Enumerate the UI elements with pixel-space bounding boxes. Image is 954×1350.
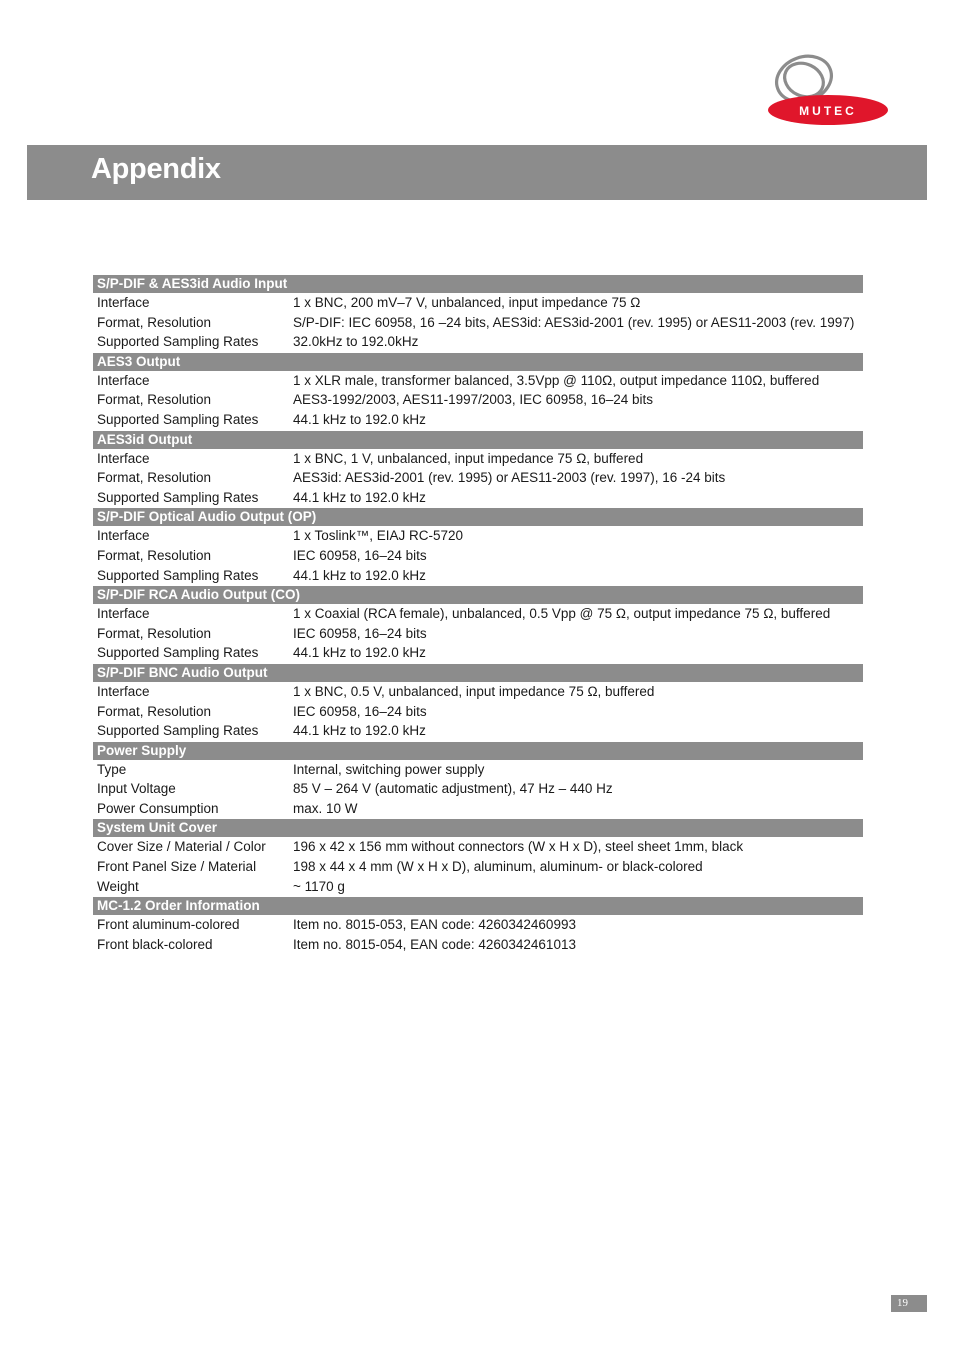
spec-value: 44.1 kHz to 192.0 kHz (293, 411, 426, 427)
spec-value: 44.1 kHz to 192.0 kHz (293, 567, 426, 583)
spec-row (93, 604, 863, 624)
spec-label: Cover Size / Material / Color (97, 839, 266, 855)
spec-label: Type (97, 761, 127, 777)
spec-value: IEC 60958, 16–24 bits (293, 703, 427, 719)
page-number: 19 (891, 1295, 927, 1312)
spec-row (93, 935, 863, 955)
spec-value: 1 x Coaxial (RCA female), unbalanced, 0.5 Vpp @ 75 Ω, output impedance 75 Ω, buffered (293, 606, 831, 622)
spec-row (93, 293, 863, 313)
spec-row (93, 371, 863, 391)
spec-row (93, 546, 863, 566)
spec-row (93, 332, 863, 352)
spec-label: Interface (97, 372, 150, 388)
spec-value: 198 x 44 x 4 mm (W x H x D), aluminum, aluminum- or black-colored (293, 859, 703, 875)
spec-row (93, 857, 863, 877)
spec-label: Weight (97, 878, 139, 894)
spec-value: 85 V – 264 V (automatic adjustment), 47 Hz – 440 Hz (293, 781, 613, 797)
spec-label: Interface (97, 528, 150, 544)
spec-value: 32.0kHz to 192.0kHz (293, 334, 419, 350)
spec-value: 1 x Toslink™, EIAJ RC-5720 (293, 528, 464, 544)
spec-value: 44.1 kHz to 192.0 kHz (293, 645, 426, 661)
spec-row (93, 566, 863, 586)
title-banner (27, 145, 927, 200)
section-header: S/P-DIF RCA Audio Output (CO) (93, 586, 863, 604)
spec-value: 1 x BNC, 0.5 V, unbalanced, input impedance 75 Ω, buffered (293, 683, 655, 699)
mutec-logo (766, 52, 890, 128)
spec-value: IEC 60958, 16–24 bits (293, 625, 427, 641)
spec-row (93, 468, 863, 488)
section-header: System Unit Cover (93, 819, 863, 837)
spec-value: max. 10 W (293, 800, 358, 816)
spec-label: Front black-colored (97, 936, 213, 952)
spec-label: Format, Resolution (97, 392, 212, 408)
spec-row (93, 702, 863, 722)
spec-label: Interface (97, 683, 150, 699)
spec-label: Power Consumption (97, 800, 219, 816)
spec-value: 44.1 kHz to 192.0 kHz (293, 489, 426, 505)
spec-label: Format, Resolution (97, 547, 212, 563)
spec-label: Front Panel Size / Material (97, 859, 257, 875)
logo-text: MUTEC (799, 104, 857, 118)
spec-label: Supported Sampling Rates (97, 334, 259, 350)
spec-row (93, 779, 863, 799)
section-header: Power Supply (93, 742, 863, 760)
spec-label: Supported Sampling Rates (97, 489, 259, 505)
page-title: Appendix (91, 153, 221, 185)
spec-label: Interface (97, 295, 150, 310)
spec-label: Format, Resolution (97, 703, 212, 719)
spec-label: Interface (97, 450, 150, 466)
spec-label: Supported Sampling Rates (97, 411, 259, 427)
spec-value: IEC 60958, 16–24 bits (293, 547, 427, 563)
spec-row (93, 526, 863, 546)
spec-row (93, 682, 863, 702)
spec-value: 196 x 42 x 156 mm without connectors (W x H x D), steel sheet 1mm, black (293, 839, 744, 855)
spec-row (93, 799, 863, 819)
spec-label: Input Voltage (97, 781, 176, 797)
spec-row (93, 390, 863, 410)
section-header: AES3 Output (93, 353, 863, 371)
spec-label: Supported Sampling Rates (97, 567, 259, 583)
spec-value: 44.1 kHz to 192.0 kHz (293, 723, 426, 739)
spec-label: Supported Sampling Rates (97, 645, 259, 661)
section-header: AES3id Output (93, 431, 863, 449)
spec-label: Front aluminum-colored (97, 917, 240, 933)
spec-row (93, 760, 863, 780)
spec-value: AES3-1992/2003, AES11-1997/2003, IEC 60958, 16–24 bits (293, 392, 654, 408)
spec-row (93, 624, 863, 644)
spec-row (93, 915, 863, 935)
spec-row (93, 721, 863, 741)
spec-value: Item no. 8015-054, EAN code: 4260342461013 (293, 936, 576, 952)
spec-value: AES3id: AES3id-2001 (rev. 1995) or AES11-2003 (rev. 1997), 16 -24 bits (293, 470, 726, 486)
section-header: MC-1.2 Order Information (93, 897, 863, 915)
spec-label: Interface (97, 606, 150, 622)
spec-value: Internal, switching power supply (293, 761, 485, 777)
spec-label: Supported Sampling Rates (97, 723, 259, 739)
spec-row (93, 410, 863, 430)
spec-value: 1 x BNC, 1 V, unbalanced, input impedance 75 Ω, buffered (293, 450, 644, 466)
spec-row (93, 877, 863, 897)
spec-value: ~ 1170 g (293, 878, 345, 894)
section-header: S/P-DIF & AES3id Audio Input (93, 275, 863, 293)
spec-value: 1 x BNC, 200 mV–7 V, unbalanced, input impedance 75 Ω (293, 295, 641, 310)
section-header: S/P-DIF BNC Audio Output (93, 664, 863, 682)
spec-row (93, 449, 863, 469)
section-header: S/P-DIF Optical Audio Output (OP) (93, 508, 863, 526)
spec-label: Format, Resolution (97, 314, 212, 330)
specifications-table (93, 275, 863, 954)
spec-value: S/P-DIF: IEC 60958, 16 –24 bits, AES3id: AES3id-2001 (rev. 1995) or AES11-2003 (rev. 1997) (293, 314, 855, 330)
spec-row (93, 313, 863, 333)
spec-label: Format, Resolution (97, 625, 212, 641)
spec-row (93, 643, 863, 663)
spec-row (93, 837, 863, 857)
spec-value: Item no. 8015-053, EAN code: 4260342460993 (293, 917, 576, 933)
spec-label: Format, Resolution (97, 470, 212, 486)
spec-row (93, 488, 863, 508)
spec-value: 1 x XLR male, transformer balanced, 3.5Vpp @ 110Ω, output impedance 110Ω, buffered (293, 372, 820, 388)
